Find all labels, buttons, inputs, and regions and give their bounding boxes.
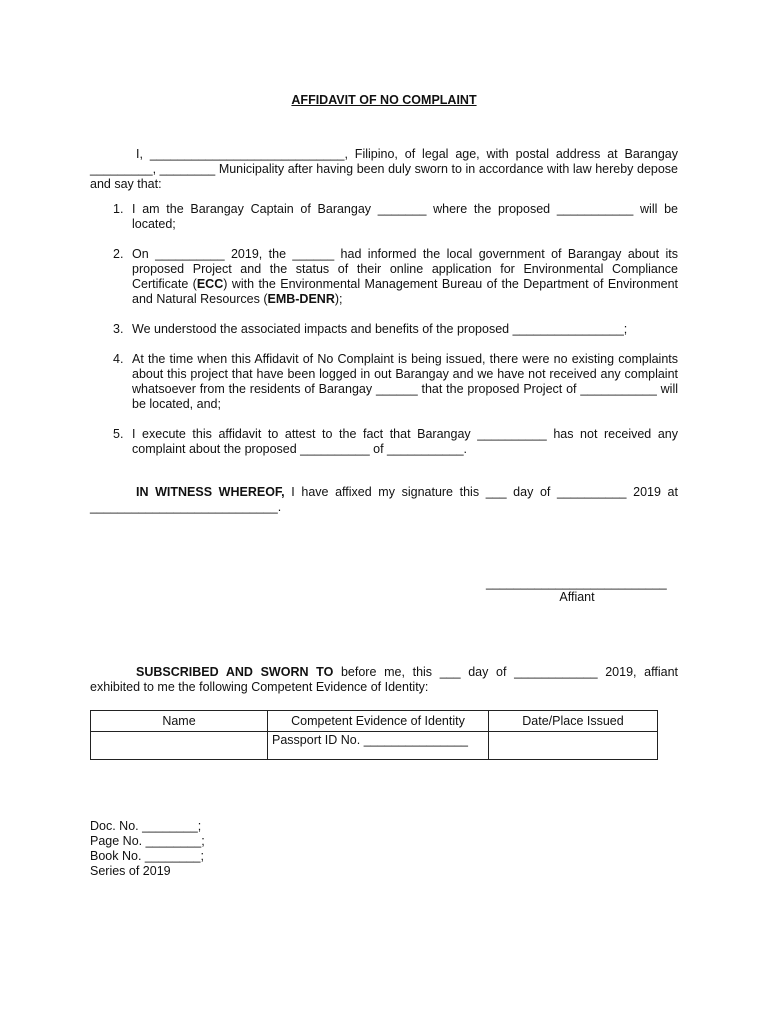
table-header-row	[91, 711, 658, 732]
list-item	[90, 427, 678, 457]
document-title: AFFIDAVIT OF NO COMPLAINT	[291, 93, 477, 107]
witness-text: I have affixed my signature this ___ day of __________ 2019 at ___________________________.	[90, 485, 678, 514]
item-number: 2.	[113, 247, 124, 261]
notarial-info	[90, 819, 205, 879]
series: Series of 2019	[90, 864, 171, 878]
item-text-part: ) with the Environmental Management Bureau of the Department of Environment and Natural Resources (	[132, 277, 678, 306]
cell-name	[91, 732, 268, 760]
affiant-label: Affiant	[559, 590, 595, 604]
header-evidence: Competent Evidence of Identity	[268, 711, 489, 732]
item-text: We understood the associated impacts and benefits of the proposed ________________;	[132, 322, 628, 336]
emb-denr-abbrev: EMB-DENR	[267, 292, 335, 306]
item-number: 5.	[113, 427, 124, 441]
item-number: 1.	[113, 202, 124, 216]
sworn-text: before me, this ___ day of ____________ 2019, affiant exhibited to me the following Competent Evidence of Identity:	[90, 665, 678, 694]
cell-date-place	[489, 732, 658, 760]
header-date-place: Date/Place Issued	[489, 711, 658, 732]
intro-paragraph: I, ____________________________, Filipino, of legal age, with postal address at Barangay _________, ________ Municipality after having been duly sworn to in accordance with law hereby depose and say that:	[90, 147, 678, 191]
table-row	[91, 732, 658, 760]
witness-paragraph	[90, 485, 678, 515]
item-text: I am the Barangay Captain of Barangay _______ where the proposed ___________ will be located;	[132, 202, 678, 231]
item-text: I execute this affidavit to attest to the fact that Barangay __________ has not received any complaint about the proposed __________ of ___________.	[132, 427, 678, 456]
item-number: 4.	[113, 352, 124, 366]
item-number: 3.	[113, 322, 124, 336]
witness-lead: IN WITNESS WHEREOF,	[136, 485, 285, 499]
list-item	[90, 322, 678, 337]
doc-no: Doc. No. ________;	[90, 819, 202, 833]
page-no: Page No. ________;	[90, 834, 205, 848]
sworn-lead: SUBSCRIBED AND SWORN TO	[136, 665, 334, 679]
list-item	[90, 352, 678, 412]
cell-passport: Passport ID No. _______________	[268, 732, 489, 760]
book-no: Book No. ________;	[90, 849, 204, 863]
list-item	[90, 247, 678, 307]
item-text-part: On __________ 2019, the ______ had informed the local government of Barangay about its proposed Project and the status of their online application for Environmental Compliance Certificate (	[132, 247, 678, 291]
statement-list	[90, 202, 678, 472]
list-item	[90, 202, 678, 232]
item-text: At the time when this Affidavit of No Complaint is being issued, there were no existing complaints about this project that have been logged in out Barangay and we have not received any complaint whatsoever from the residents of Barangay ______ that the proposed Project of ___________ will be located, and;	[132, 352, 678, 411]
header-name: Name	[91, 711, 268, 732]
sworn-paragraph	[90, 665, 678, 695]
signature-line: __________________________	[486, 576, 667, 590]
ecc-abbrev: ECC	[196, 277, 224, 291]
item-text-part: );	[334, 292, 343, 306]
identity-table	[90, 710, 658, 760]
